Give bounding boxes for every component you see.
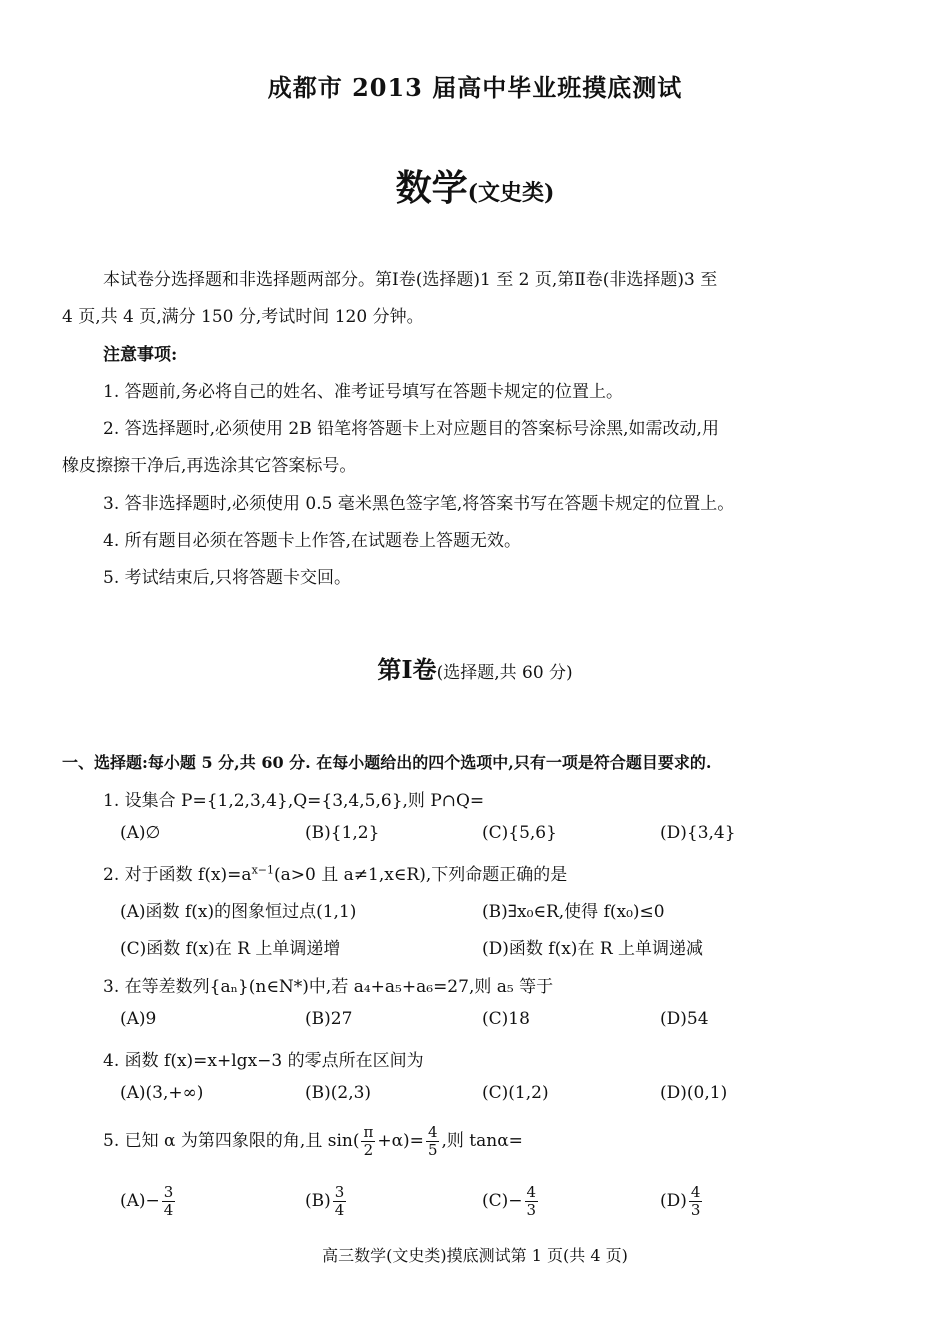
option-fraction xyxy=(525,1184,539,1219)
fraction-numerator: 4 xyxy=(690,1183,701,1201)
note-4: 4. 所有题目必须在答题卡上作答,在试题卷上答题无效。 xyxy=(103,531,522,551)
subject-title xyxy=(0,160,950,211)
fraction-denominator: 3 xyxy=(526,1201,537,1219)
question-5-option-a xyxy=(120,1184,177,1219)
question-1-option-c: (C){5,6} xyxy=(482,823,557,843)
question-2-stem-prefix: 2. 对于函数 xyxy=(103,865,199,885)
question-2-function: f(x)=a xyxy=(198,865,252,885)
question-5-stem-suffix: ,则 tanα= xyxy=(441,1131,523,1151)
question-2-option-d: (D)函数 f(x)在 R 上单调递减 xyxy=(482,939,704,959)
fraction-denominator: 2 xyxy=(363,1141,374,1159)
exam-title: 成都市 2013 届高中毕业班摸底测试 xyxy=(267,73,683,102)
question-3-option-c: (C)18 xyxy=(482,1009,530,1029)
note-2-line-2: 橡皮擦擦干净后,再选涂其它答案标号。 xyxy=(62,456,357,476)
section-name: 第Ⅰ卷 xyxy=(377,655,437,684)
subject-name: 数学 xyxy=(395,167,468,209)
option-label: (B) xyxy=(305,1191,331,1211)
intro-line-2: 4 页,共 4 页,满分 150 分,考试时间 120 分钟。 xyxy=(62,307,424,327)
question-5-stem-middle: +α)= xyxy=(377,1131,424,1151)
subject-category: (文史类) xyxy=(467,180,555,206)
fraction-numerator: 4 xyxy=(526,1183,537,1201)
question-4-stem: 4. 函数 f(x)=x+lgx−3 的零点所在区间为 xyxy=(103,1051,424,1071)
question-1-option-a: (A)∅ xyxy=(120,823,161,843)
section-instructions: 一、选择题:每小题 5 分,共 60 分. 在每小题给出的四个选项中,只有一项是符合题目要求的. xyxy=(62,753,712,772)
question-3-option-d: (D)54 xyxy=(660,1009,709,1029)
option-label: (D) xyxy=(660,1191,687,1211)
section-title xyxy=(0,650,950,685)
question-1-stem: 1. 设集合 P={1,2,3,4},Q={3,4,5,6},则 P∩Q= xyxy=(103,791,485,811)
question-5-option-b xyxy=(305,1184,348,1219)
fraction-numerator: 4 xyxy=(427,1123,438,1141)
page-footer: 高三数学(文史类)摸底测试第 1 页(共 4 页) xyxy=(322,1246,628,1265)
note-3: 3. 答非选择题时,必须使用 0.5 毫米黑色签字笔,将答案书写在答题卡规定的位置上。 xyxy=(103,494,735,514)
option-label: (A)− xyxy=(120,1191,160,1211)
section-subtitle: (选择题,共 60 分) xyxy=(436,663,573,683)
question-2-stem-suffix: (a>0 且 a≠1,x∈R),下列命题正确的是 xyxy=(273,865,568,885)
fraction-denominator: 4 xyxy=(163,1201,174,1219)
question-2-exponent: x−1 xyxy=(251,863,274,877)
fraction-pi-over-2 xyxy=(361,1124,375,1159)
question-2-option-c: (C)函数 f(x)在 R 上单调递增 xyxy=(120,939,341,959)
question-2-option-a: (A)函数 f(x)的图象恒过点(1,1) xyxy=(120,902,357,922)
question-3-option-a: (A)9 xyxy=(120,1009,157,1029)
option-fraction xyxy=(333,1184,347,1219)
fraction-numerator: 3 xyxy=(334,1183,345,1201)
option-label: (C)− xyxy=(482,1191,523,1211)
notes-heading: 注意事项: xyxy=(103,345,178,365)
fraction-4-over-5 xyxy=(426,1124,440,1159)
fraction-numerator: 3 xyxy=(163,1183,174,1201)
question-5-option-d xyxy=(660,1184,704,1219)
question-4-option-d: (D)(0,1) xyxy=(660,1083,728,1103)
question-1-option-b: (B){1,2} xyxy=(305,823,380,843)
note-5: 5. 考试结束后,只将答题卡交回。 xyxy=(103,568,352,588)
question-4-option-c: (C)(1,2) xyxy=(482,1083,549,1103)
option-fraction xyxy=(689,1184,703,1219)
intro-line-1: 本试卷分选择题和非选择题两部分。第Ⅰ卷(选择题)1 至 2 页,第Ⅱ卷(非选择题)3 至 xyxy=(103,270,718,290)
fraction-denominator: 3 xyxy=(690,1201,701,1219)
question-3-stem: 3. 在等差数列{aₙ}(n∈N*)中,若 a₄+a₅+a₆=27,则 a₅ 等于 xyxy=(103,977,554,997)
question-5-stem xyxy=(103,1124,523,1159)
question-4-option-a: (A)(3,+∞) xyxy=(120,1083,204,1103)
fraction-numerator: π xyxy=(363,1123,374,1141)
note-1: 1. 答题前,务必将自己的姓名、准考证号填写在答题卡规定的位置上。 xyxy=(103,382,624,402)
question-2-option-b: (B)∃x₀∈R,使得 f(x₀)≤0 xyxy=(482,902,665,922)
note-2-line-1: 2. 答选择题时,必须使用 2B 铅笔将答题卡上对应题目的答案标号涂黑,如需改动,用 xyxy=(103,419,719,439)
fraction-denominator: 4 xyxy=(334,1201,345,1219)
question-1-option-d: (D){3,4} xyxy=(660,823,736,843)
question-3-option-b: (B)27 xyxy=(305,1009,353,1029)
option-fraction xyxy=(162,1184,176,1219)
question-5-option-c xyxy=(482,1184,540,1219)
question-5-stem-prefix: 5. 已知 α 为第四象限的角,且 sin( xyxy=(103,1131,360,1151)
fraction-denominator: 5 xyxy=(427,1141,438,1159)
question-4-option-b: (B)(2,3) xyxy=(305,1083,372,1103)
question-2-stem xyxy=(103,860,567,885)
